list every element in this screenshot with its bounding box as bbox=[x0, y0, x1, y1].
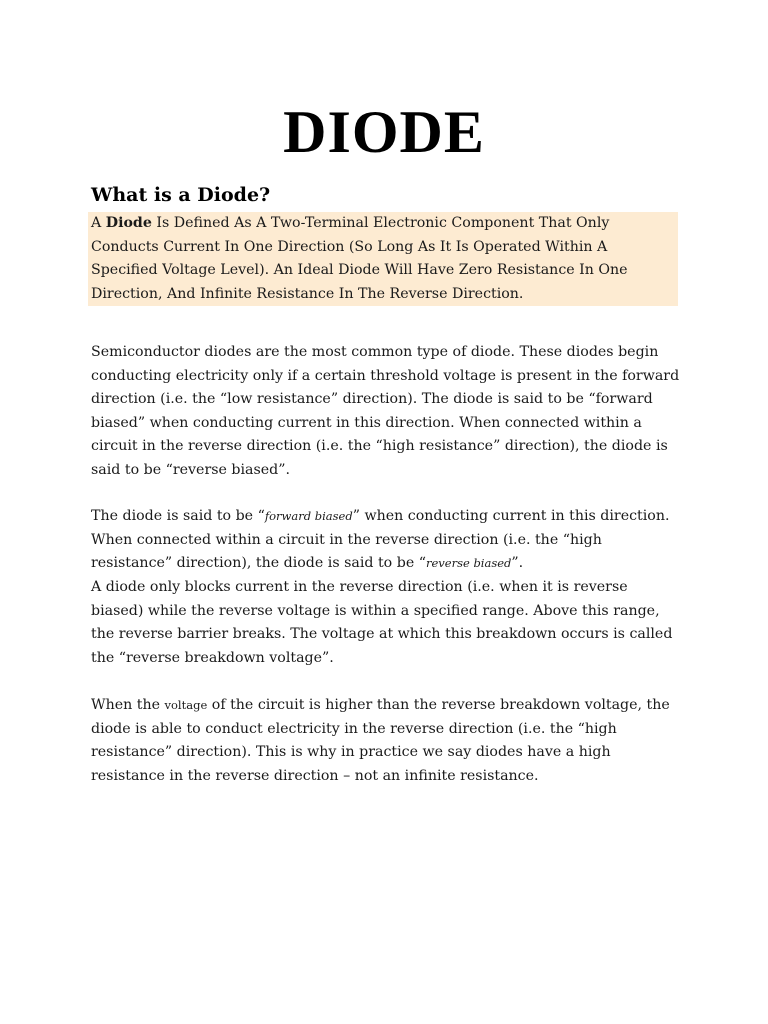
paragraph-semiconductor-diodes: Semiconductor diodes are the most common type of diode. These diodes begin conducting electricity only if a certain threshold voltage is present in the forward direction (i.e. the “low resistance” direction). The diode is said to be “forward biased” when conducting current in this direction. When connected within a circuit in the reverse direction (i.e. the “high resistance” direction), the diode is said to be “reverse biased”. bbox=[91, 344, 680, 478]
reverse-biased-term: reverse biased bbox=[425, 556, 512, 571]
paragraph-4-part-2: of the circuit is higher than the reverse breakdown voltage, the diode is able to conduct electricity in the reverse direction (i.e. the “high resistance” direction). This is why in practice we say diodes have a high resistance in the reverse direction – not an infinite resistance. bbox=[91, 697, 670, 784]
definition-term: Diode bbox=[105, 215, 152, 231]
paragraph-2-part-1: The diode is said to be “ bbox=[91, 508, 265, 524]
document-title: DIODE bbox=[283, 99, 485, 165]
paragraph-high-resistance bbox=[91, 694, 683, 788]
definition-lead: A bbox=[91, 215, 106, 231]
voltage-term: voltage bbox=[164, 698, 208, 712]
paragraph-2-part-3: ”. bbox=[511, 555, 524, 572]
paragraph-4-part-1: When the bbox=[91, 697, 165, 713]
paragraph-forward-biased bbox=[91, 505, 683, 576]
paragraph-reverse-breakdown: A diode only blocks current in the reverse direction (i.e. when it is reverse biased) while the reverse voltage is within a specified range. Above this range, the reverse barrier breaks. The voltage at which this breakdown occurs is called the “reverse breakdown voltage”. bbox=[91, 579, 673, 666]
forward-biased-term: forward biased bbox=[264, 509, 353, 523]
paragraph-2-part-2: ” when conducting current in this direction. When connected within a circuit in the reverse direction (i.e. the “high resistance” direction), the diode is said to be “ bbox=[91, 508, 670, 572]
definition-paragraph bbox=[91, 212, 674, 306]
section-heading: What is a Diode? bbox=[91, 184, 271, 206]
definition-text: Is Defined As A Two-Terminal Electronic Component That Only Conducts Current In One Direction (So Long As It Is Operated Within A Specified Voltage Level). An Ideal Diode Will Have Zero Resistance In One Direction, And Infinite Resistance In The Reverse Direction. bbox=[91, 215, 628, 302]
definition-highlight-box bbox=[88, 212, 678, 306]
